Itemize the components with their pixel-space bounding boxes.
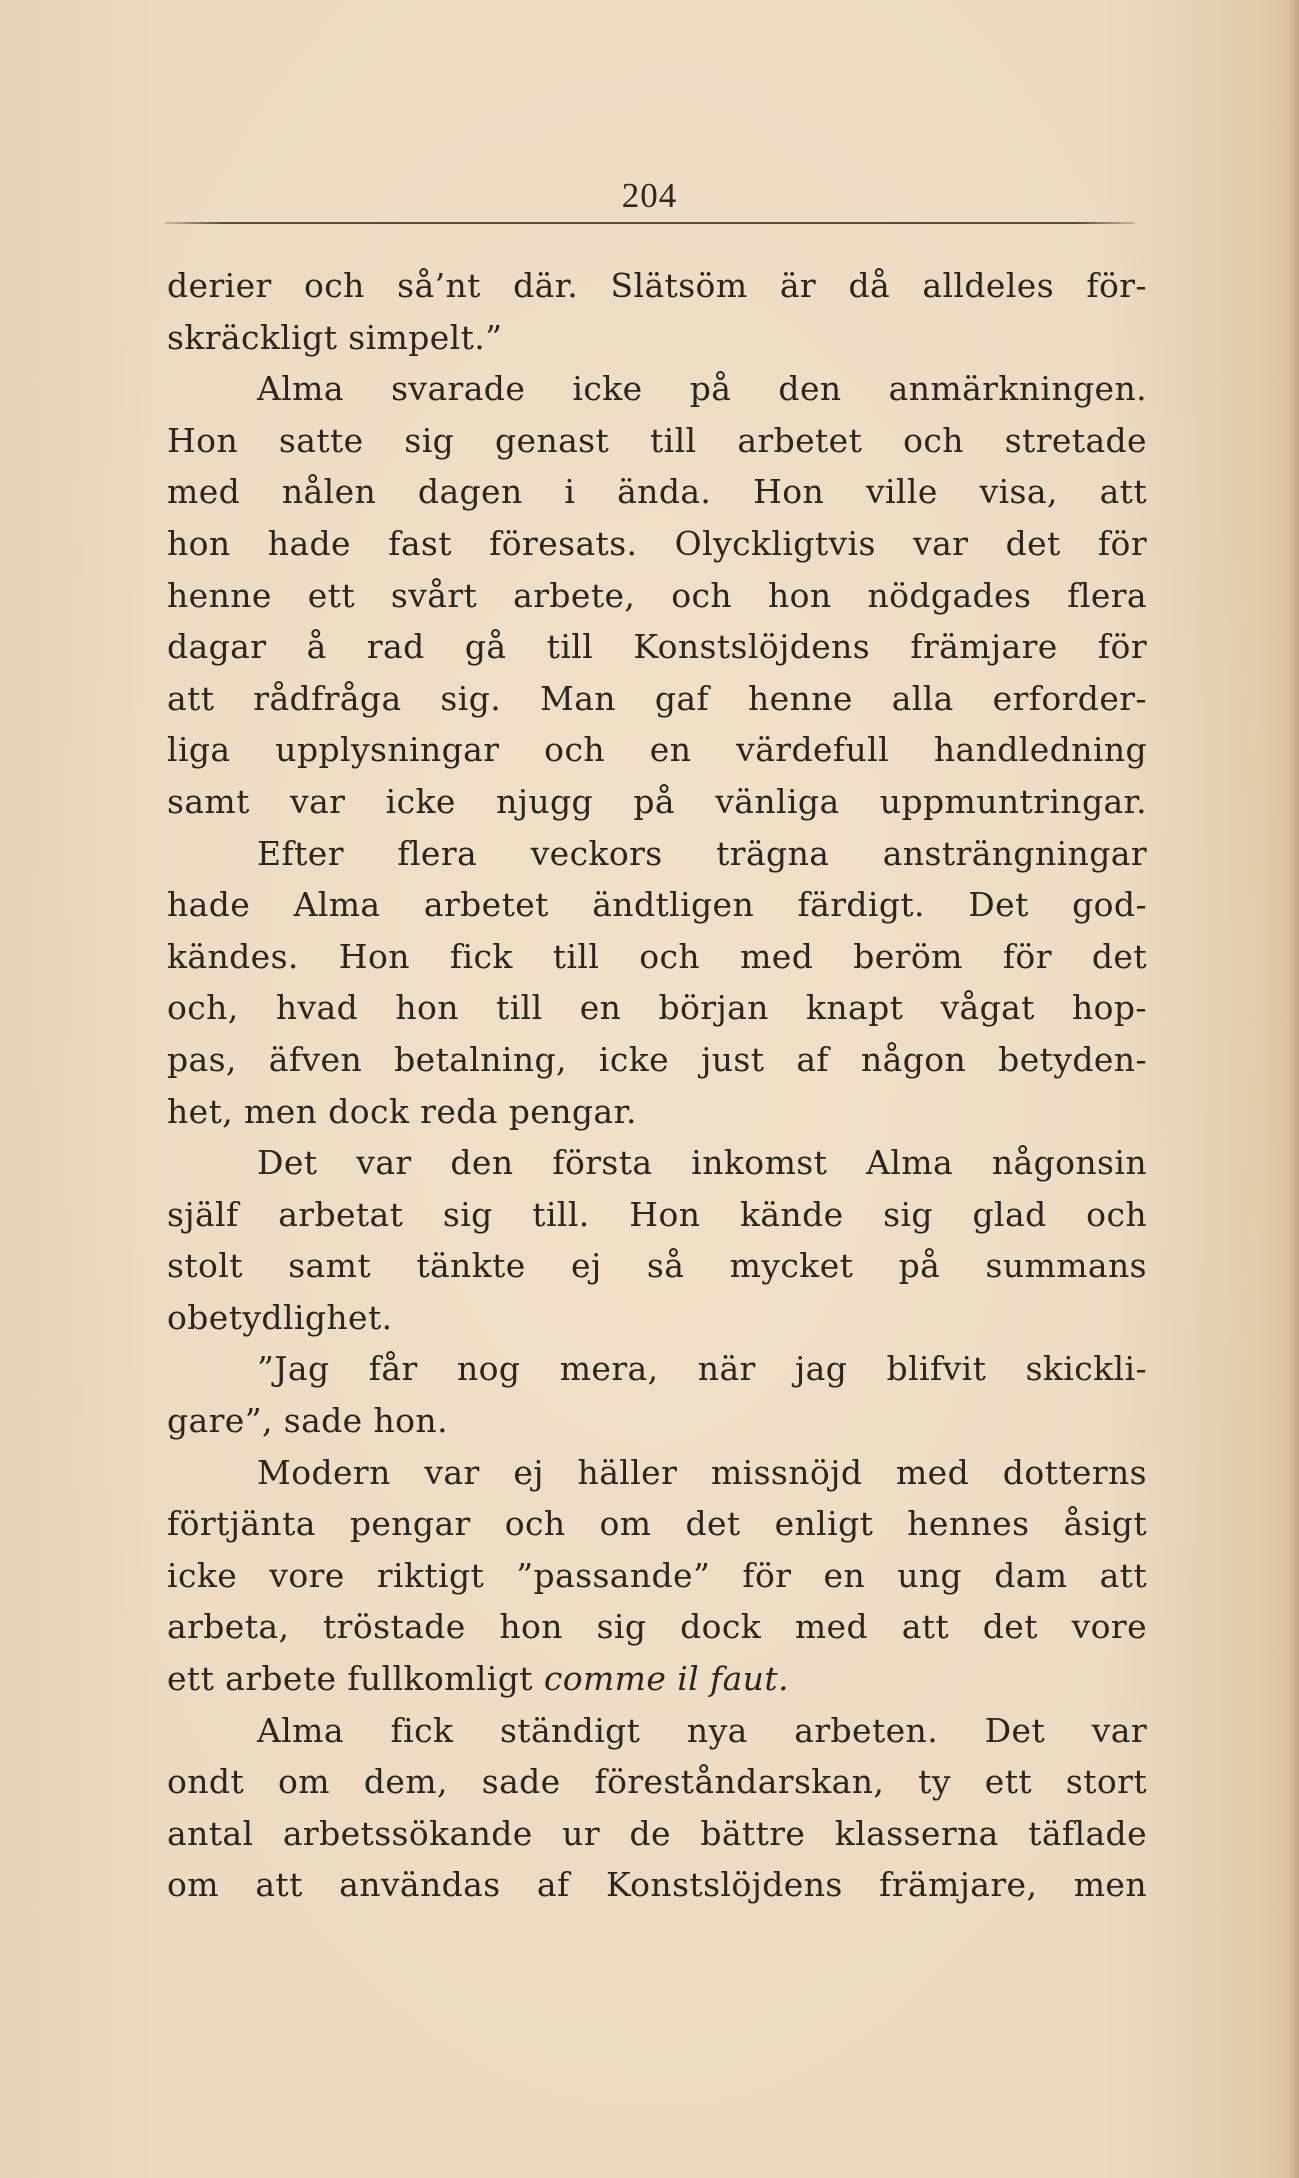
text-line-content: het, men dock reda pengar. (167, 1091, 637, 1131)
text-line-content: dagar å rad gå till Konstslöjdens främjare för (167, 627, 1147, 667)
text-line (167, 879, 1147, 931)
text-line (167, 1859, 1147, 1911)
text-line (167, 1343, 1147, 1395)
text-line (167, 621, 1147, 673)
text-line (167, 1808, 1147, 1860)
text-line (167, 1756, 1147, 1808)
text-line-content: pas, äfven betalning, icke just af någon betyden- (167, 1039, 1147, 1079)
text-line (167, 466, 1147, 518)
text-line (167, 1653, 1147, 1705)
text-line-content: kändes. Hon fick till och med beröm för det (167, 936, 1147, 976)
text-line (167, 1137, 1147, 1189)
text-line (167, 1498, 1147, 1550)
text-line-content: Modern var ej häller missnöjd med dotterns (257, 1452, 1147, 1492)
text-line-content: obetydlighet. (167, 1297, 393, 1337)
text-line (167, 1601, 1147, 1653)
text-line-content: hade Alma arbetet ändtligen färdigt. Det god- (167, 885, 1147, 925)
text-line (167, 1292, 1147, 1344)
text-line-content: själf arbetat sig till. Hon kände sig glad och (167, 1194, 1147, 1234)
text-line (167, 982, 1147, 1034)
text-line (167, 1395, 1147, 1447)
text-line-content: om att användas af Konstslöjdens främjare, men (167, 1865, 1147, 1905)
text-line-content: förtjänta pengar och om det enligt hennes åsigt (167, 1504, 1147, 1544)
text-line-content: hon hade fast föresats. Olyckligtvis var det för (167, 523, 1147, 563)
text-line-content: gare”, sade hon. (167, 1401, 448, 1441)
text-line (167, 776, 1147, 828)
text-line-content: Efter flera veckors trägna ansträngningar (257, 833, 1147, 873)
text-line (167, 828, 1147, 880)
text-line (167, 1189, 1147, 1241)
text-line-content: Hon satte sig genast till arbetet och stretade (167, 420, 1147, 460)
text-line (167, 518, 1147, 570)
italic-phrase: comme il faut. (543, 1659, 789, 1699)
text-line-content: med nålen dagen i ända. Hon ville visa, att (167, 472, 1147, 512)
text-line (167, 1447, 1147, 1499)
page-edge-shadow (1289, 0, 1299, 2178)
text-line (167, 363, 1147, 415)
text-line (167, 1240, 1147, 1292)
text-line (167, 1034, 1147, 1086)
text-line-content: att rådfråga sig. Man gaf henne alla erforder- (167, 678, 1147, 718)
text-line-content: Alma svarade icke på den anmärkningen. (257, 369, 1147, 409)
text-line-content: stolt samt tänkte ej så mycket på summans (167, 1246, 1147, 1286)
text-line (167, 1705, 1147, 1757)
text-line-content: samt var icke njugg på vänliga uppmuntringar. (167, 781, 1147, 821)
header-rule (165, 222, 1135, 224)
text-line-content: henne ett svårt arbete, och hon nödgades flera (167, 575, 1147, 615)
text-line-content: Det var den första inkomst Alma någonsin (257, 1143, 1147, 1183)
text-line (167, 1086, 1147, 1138)
text-line (167, 724, 1147, 776)
text-line-content: derier och så’nt där. Slätsöm är då alldeles för- (167, 266, 1147, 305)
body-text (167, 260, 1147, 1911)
text-line-content: skräckligt simpelt.” (167, 317, 503, 357)
text-line-content: arbeta, tröstade hon sig dock med att det vore (167, 1607, 1147, 1647)
text-line-content: icke vore riktigt ”passande” för en ung dam att (167, 1555, 1147, 1595)
text-line-content: ”Jag får nog mera, när jag blifvit skickli- (257, 1349, 1147, 1389)
text-line (167, 931, 1147, 983)
text-line (167, 415, 1147, 467)
text-line (167, 1550, 1147, 1602)
text-line (167, 673, 1147, 725)
text-line-content: och, hvad hon till en början knapt vågat hop- (167, 988, 1147, 1028)
text-line-content: antal arbetssökande ur de bättre klasserna täflade (167, 1813, 1147, 1853)
text-line-content: ett arbete fullkomligt (167, 1659, 544, 1699)
text-line-content: ondt om dem, sade föreståndarskan, ty ett stort (167, 1762, 1147, 1802)
page-number: 204 (621, 176, 678, 215)
text-line (167, 260, 1147, 312)
text-line-content: Alma fick ständigt nya arbeten. Det var (257, 1710, 1147, 1750)
text-line (167, 570, 1147, 622)
text-line-content: liga upplysningar och en värdefull handledning (167, 730, 1147, 770)
text-line (167, 312, 1147, 364)
